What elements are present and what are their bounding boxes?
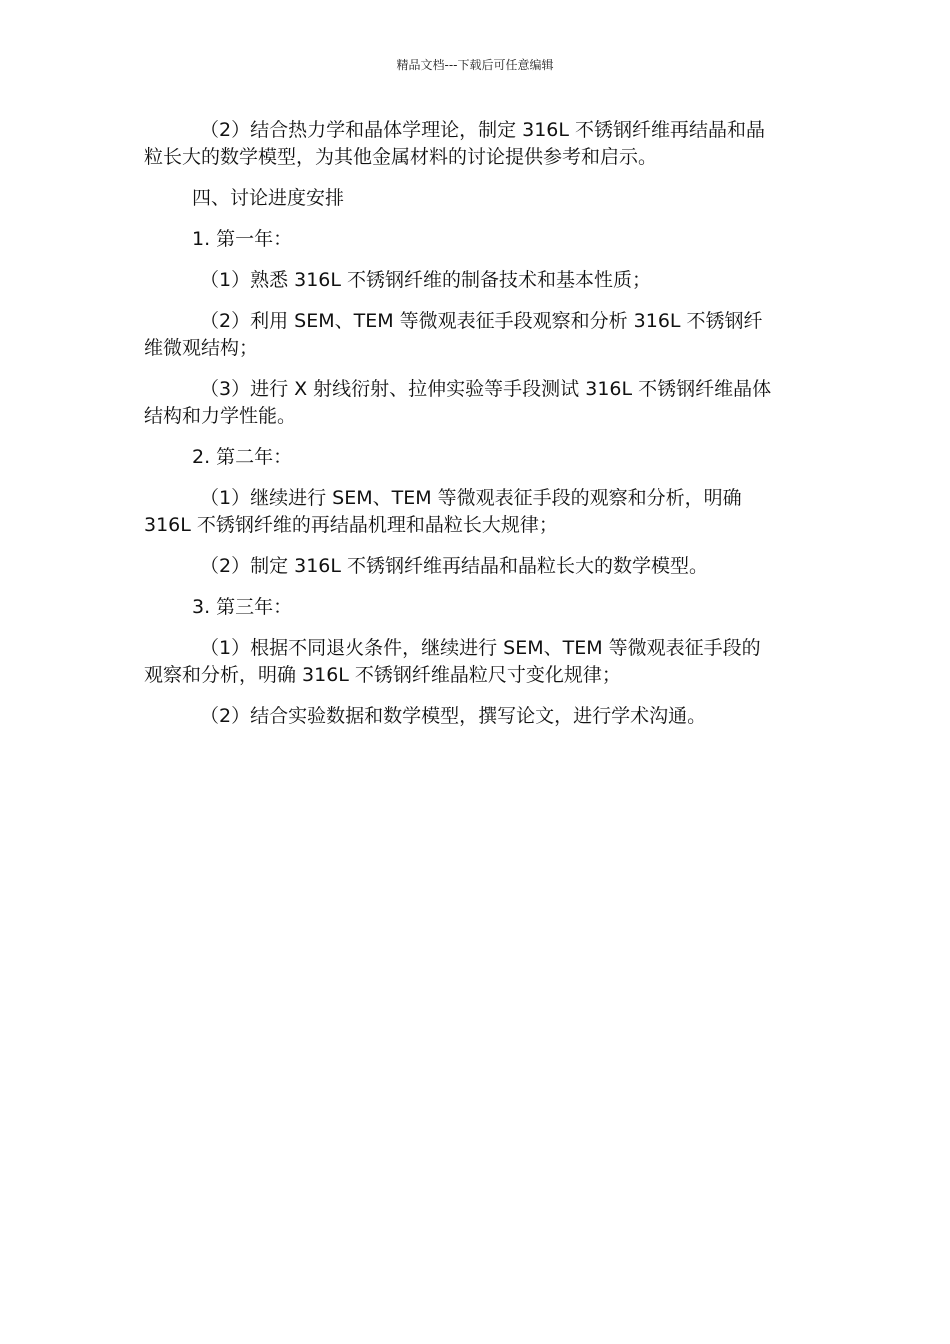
paragraph-line: 结构和力学性能。	[144, 405, 297, 427]
paragraph-line: （3）进行 X 射线衍射、拉伸实验等手段测试 316L 不锈钢纤维晶体	[200, 378, 772, 400]
paragraph-line: （2）结合实验数据和数学模型，撰写论文，进行学术沟通。	[200, 705, 707, 727]
paragraph	[144, 594, 806, 621]
paragraph	[144, 308, 806, 362]
paragraph-line: （1）根据不同退火条件，继续进行 SEM、TEM 等微观表征手段的	[200, 637, 761, 659]
paragraph	[144, 703, 806, 730]
paragraph-line: 四、讨论进度安排	[192, 187, 345, 209]
paragraph	[144, 553, 806, 580]
paragraph-line: （1）继续进行 SEM、TEM 等微观表征手段的观察和分析，明确	[200, 487, 742, 509]
paragraph-line: 1. 第一年：	[192, 228, 293, 250]
paragraph-line: （2）结合热力学和晶体学理论，制定 316L 不锈钢纤维再结晶和晶	[200, 119, 766, 141]
paragraph	[144, 117, 806, 171]
paragraph-line: 维微观结构；	[144, 337, 259, 359]
paragraph	[144, 444, 806, 471]
paragraph-line: （2）制定 316L 不锈钢纤维再结晶和晶粒长大的数学模型。	[200, 555, 709, 577]
paragraph-line: 粒长大的数学模型，为其他金属材料的讨论提供参考和启示。	[144, 146, 658, 168]
paragraph	[144, 267, 806, 294]
paragraph-line: 3. 第三年：	[192, 596, 293, 618]
page-header: 精品文档---下载后可任意编辑	[396, 58, 554, 72]
paragraph	[144, 185, 806, 212]
paragraph	[144, 226, 806, 253]
paragraph-line: 316L 不锈钢纤维的再结晶机理和晶粒长大规律；	[144, 514, 558, 536]
paragraph-line: （1）熟悉 316L 不锈钢纤维的制备技术和基本性质；	[200, 269, 652, 291]
document-body	[144, 117, 806, 744]
paragraph-line: （2）利用 SEM、TEM 等微观表征手段观察和分析 316L 不锈钢纤	[200, 310, 763, 332]
paragraph	[144, 376, 806, 430]
paragraph	[144, 635, 806, 689]
paragraph-line: 2. 第二年：	[192, 446, 293, 468]
paragraph	[144, 485, 806, 539]
paragraph-line: 观察和分析，明确 316L 不锈钢纤维晶粒尺寸变化规律；	[144, 664, 621, 686]
